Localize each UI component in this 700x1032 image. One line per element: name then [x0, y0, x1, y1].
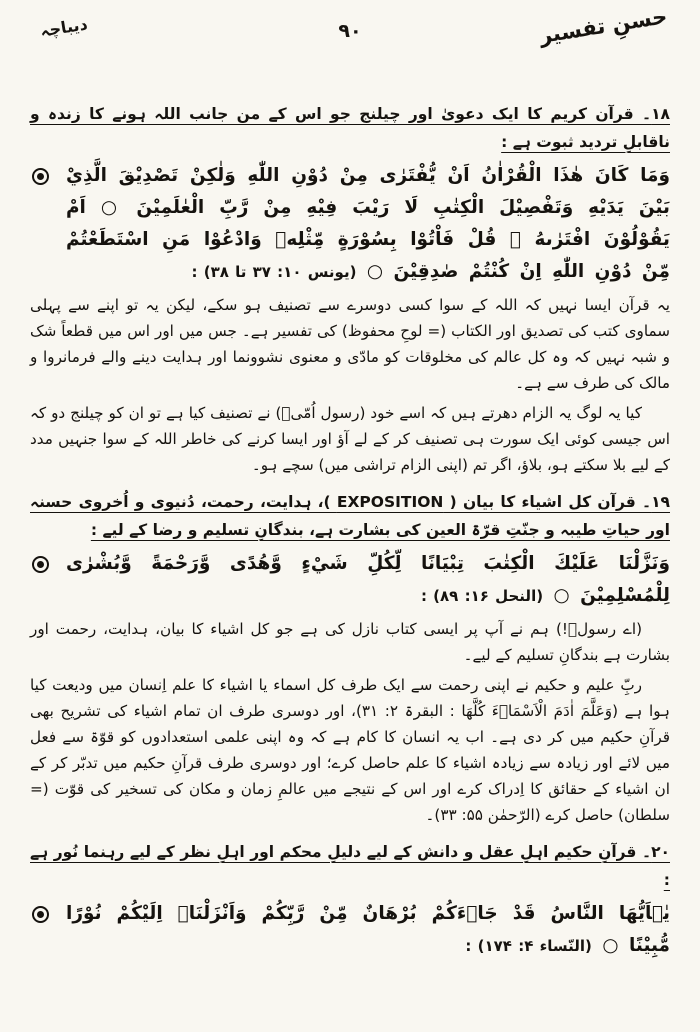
section-heading: ۱۸۔ قرآن کریم کا ایک دعویٰ اور چیلنج جو اس کے من جانب اللہ ہونے کا زندہ و ناقابلِ تردید ثبوت ہے : [30, 105, 670, 151]
section-heading: ۱۹۔ قرآن کل اشیاء کا بیان ( EXPOSITION )، ہدایت، رحمت، دُنیوی و اُخروی حسنہ اور حیاتِ طیبہ و جنّتِ قرّۃ العین کی بشارت ہے، بندگانِ تسلیم و رضا کے لیے : [30, 493, 670, 539]
section-20 [30, 838, 670, 962]
verse-text: وَمَا كَانَ هٰذَا الْقُرْاٰنُ اَنْ يُّفْتَرٰى مِنْ دُوْنِ اللّٰهِ وَلٰكِنْ تَصْدِيْقَ الَّذِيْ بَيْنَ يَدَيْهِ وَتَفْصِيْلَ الْكِتٰبِ لَا رَيْبَ فِيْهِ مِنْ رَّبِّ الْعٰلَمِيْنَ ○ اَمْ يَقُوْلُوْنَ افْتَرٰىهُ ۚ قُلْ فَاْتُوْا بِسُوْرَةٍ مِّثْلِهٖ وَادْعُوْا مَنِ اسْتَطَعْتُمْ مِّنْ دُوْنِ اللّٰهِ اِنْ كُنْتُمْ صٰدِقِيْنَ ○ [66, 165, 670, 282]
verse-block [30, 548, 670, 612]
verse-marker-icon [32, 556, 49, 573]
quran-verse [66, 898, 670, 962]
verse-marker-dot [37, 173, 44, 180]
chapter-title: دیباچہ [38, 14, 89, 41]
verse-marker-dot [37, 561, 44, 568]
commentary-paragraph: (اے رسولؐ!) ہم نے آپ پر ایسی کتاب نازل کی ہے جو کل اشیاء کا بیان، ہدایت، رحمت اور بشارت ہے بندگانِ تسلیم کے لیے۔ [30, 620, 670, 664]
section-18 [30, 100, 670, 478]
verse-reference: (یونس ۱۰: ۳۷ تا ۳۸) : [191, 263, 357, 281]
page-header [30, 4, 670, 90]
verse-reference: (النّساء ۴: ۱۷۴) : [465, 937, 592, 955]
section-heading: ۲۰۔ قرآنِ حکیم اہلِ عقل و دانش کے لیے دلیلِ محکم اور اہلِ نظر کے لیے رہنما نُور ہے : [30, 843, 670, 889]
verse-block [30, 898, 670, 962]
book-title: حسنِ تفسیر [538, 4, 670, 48]
section-19 [30, 488, 670, 828]
commentary-paragraph: ربِّ علیم و حکیم نے اپنی رحمت سے ایک طرف کل اسماء یا اشیاء کا علم اِنسان میں ودیعت کیا ہوا ہے (وَعَلَّمَ اٰدَمَ الْاَسْمَاۤءَ كُلَّهَا : البقرۃ ۲: ۳۱)، اور دوسری طرف ان تمام اشیاء کی تشریح بھی قرآنِ حکیم میں کر دی ہے۔ اب یہ انسان کا کام ہے کہ وہ اپنی علمی استعدادوں کو قوّۃ سے فعل میں لائے اور زیادہ سے زیادہ اشیاء کا علم حاصل کرے؛ اور دوسری طرف قرآنِ حکیم میں تدبّر کر کے ان اشیاء کے حقائق کا اِدراک کرے اور اس کے نتیجے میں عالمِ زمان و مکان کی تسخیر کی قوّت (= سلطان) حاصل کرے (الرّحمٰن ۵۵: ۳۳)۔ [30, 676, 670, 824]
quran-verse [66, 548, 670, 612]
commentary-paragraph: کیا یہ لوگ یہ الزام دھرتے ہیں کہ اسے خود (رسول اُمّیؐ) نے تصنیف کیا ہے تو ان کو چیلنج دو کہ اس جیسی کوئی ایک سورت ہی تصنیف کر کے لے آؤ اور ایسا کرنے کی خاطر اللہ کے سوا جنہیں مدد کے لیے بلا سکتے ہو، بلاؤ، اگر تم (اپنی الزام تراشی میں) سچے ہو۔ [30, 404, 670, 474]
verse-reference: (النحل ۱۶: ۸۹) : [420, 587, 544, 605]
quran-verse [66, 160, 670, 288]
verse-marker-icon [32, 168, 49, 185]
verse-block [30, 160, 670, 288]
page-number: ۹۰ [338, 20, 362, 42]
verse-marker-dot [37, 911, 44, 918]
page-body [30, 100, 670, 962]
verse-text: يٰۤاَيُّهَا النَّاسُ قَدْ جَاۤءَكُمْ بُرْهَانٌ مِّنْ رَّبِّكُمْ وَاَنْزَلْنَاۤ اِلَيْكُمْ نُوْرًا مُّبِيْنًا ○ [66, 903, 670, 956]
verse-marker-icon [32, 906, 49, 923]
commentary-paragraph: یہ قرآن ایسا نہیں کہ اللہ کے سوا کسی دوسرے سے تصنیف ہو سکے، لیکن یہ تو اپنے سے پہلی سماوی کتب کی تصدیق اور الکتاب (= لوحِ محفوظ) کی تفسیر ہے۔ جس میں اور اس میں قطعاً شک و شبہ نہیں کہ وہ کل عالم کی مخلوقات کو مادّی و معنوی نشوونما اور ہدایت دینے والے فرمانروا و مالک کی طرف سے ہے۔ [30, 296, 670, 392]
verse-text: وَنَزَّلْنَا عَلَيْكَ الْكِتٰبَ تِبْيَانًا لِّكُلِّ شَيْءٍ وَّهُدًى وَّرَحْمَةً وَّبُشْرٰى لِلْمُسْلِمِيْنَ ○ [66, 553, 670, 606]
